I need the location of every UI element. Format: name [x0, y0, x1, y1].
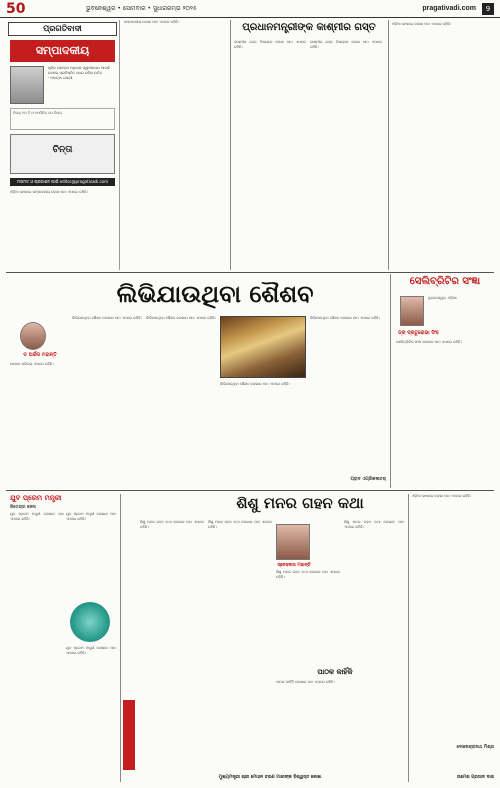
lotus-illustration	[70, 602, 110, 642]
right-top-col: ଓଡ଼ିଆ ଭାଷାରେ ଲେଖା ପାଠ ଏଠାରେ ରହିଛି।	[392, 22, 452, 26]
section-rule	[6, 490, 494, 491]
main-author: ଡ ଅର୍ଚ୍ଚନା ମହାନ୍ତି	[23, 352, 57, 358]
main-col4: ଲିଭିଯାଉଥିବା ଶୈଶବ ଲେଖାର ପାଠ ଏଠାରେ ରହିଛି।	[310, 316, 380, 320]
masthead: ପ୍ରଗତିବାଦୀ	[8, 22, 117, 36]
main-article-photo	[220, 316, 306, 378]
page-number: 9	[482, 3, 494, 15]
contact-strip[interactable]: ମତାମତ ଓ ପ୍ରକାଶନ ପାଇଁ editor@pragativadi.com	[10, 178, 115, 186]
quote-block	[10, 66, 115, 104]
celebrity-author: ଡ୍ର ଦ୍ରତୁରୋଭା ସିଂହ	[398, 330, 439, 336]
site-link[interactable]: pragativadi.com	[422, 5, 476, 12]
editorial-copy: ଓଡ଼ିଆ ଭାଷାରେ ସମ୍ପାଦକୀୟ ଲେଖା ପାଠ ଏଠାରେ ରହିଛି।	[10, 190, 88, 194]
author-bio: ଲେଖକ ପରିଚୟ ଏଠାରେ ରହିଛି।	[10, 362, 54, 366]
child-col4: ପାଠକ କାହିଁକି ଲେଖାର ପାଠ ଏଠାରେ ରହିଛି।	[276, 680, 335, 684]
child-footer-line: ମୁଖ୍ୟମନ୍ତ୍ରୀ ଶ୍ରୀ ମୋହନ ଚରଣ ମାଝୀଙ୍କ ବିଶ୍ୱସ୍ତ ଲେଖା	[218, 775, 322, 780]
quote-text	[48, 66, 115, 104]
column-two-title: ଯୁବ ପ୍ରେମ ମନ୍ତ୍ରୀ	[10, 494, 62, 502]
main-col2: ଲିଭିଯାଉଥିବା ଶୈଶବ ଲେଖାର ପାଠ ଏଠାରେ ରହିଛି।	[146, 316, 216, 320]
kashmir-col1: କାଶ୍ମୀର ଗସ୍ତ ବିଷୟରେ ଲେଖା ପାଠ ଏଠାରେ ରହିଛି।	[234, 40, 306, 49]
editorial-body-col1: ସମ୍ପାଦକୀୟ ଲେଖା ପାଠ ଏଠାରେ ରହିଛି।	[124, 20, 180, 24]
footer-byline: ଉମେଶ ପ୍ରସାଦ ଦାଶ	[456, 775, 494, 780]
main-byline-end: ପ୍ରାଦ ଏଗ୍ରିକଲଚର୍	[350, 477, 386, 482]
editorial-heading: ସମ୍ପାଦକୀୟ	[10, 40, 115, 62]
celebrity-body: ସେଲିବ୍ରିଟିର ସଂଜ୍ଞା ଲେଖାର ପାଠ ଏଠାରେ ରହିଛି।	[396, 340, 462, 344]
right-byline: ଦୋଳେନ୍ଦ୍ରନାଥ ମିଶ୍ର	[456, 745, 494, 750]
vertical-strip	[123, 700, 135, 770]
main-col1: ଲିଭିଯାଉଥିବା ଶୈଶବ ଲେଖାର ପାଠ ଏଠାରେ ରହିଛି।	[72, 316, 142, 320]
author-avatar	[20, 322, 46, 350]
quote-body: ଧୂଳିର ସେବକର ଅଧିକାର ସ୍ୱାଧୀନତାର ଆଦର୍ଶ ଉପରେ ପ୍ରତିଷ୍ଠିତ ହୋଇ ରହିବା ଉଚିତ	[48, 66, 110, 75]
child-col2: ଶିଶୁ ମନର ଗହନ କଥା ଲେଖାର ପାଠ ଏଠାରେ ରହିଛି।	[208, 520, 272, 529]
main-col3: ଲିଭିଯାଉଥିବା ଶୈଶବ ଲେଖାର ପାଠ ଏଠାରେ ରହିଛି।	[220, 382, 290, 386]
gandhi-photo	[10, 66, 44, 104]
column-rule	[230, 20, 231, 270]
editorial-column	[6, 20, 120, 270]
kashmir-title: ପ୍ରଧାନମନ୍ତ୍ରୀଙ୍କ କାଶ୍ମୀର ଗସ୍ତ	[242, 22, 376, 33]
kashmir-col2: କାଶ୍ମୀର ଗସ୍ତ ବିଷୟରେ ଲେଖା ପାଠ ଏଠାରେ ରହିଛି।	[310, 40, 382, 49]
column-rule	[388, 20, 389, 270]
main-article-title: ଲିଭିଯାଉଥିବା ଶୈଶବ	[116, 280, 314, 308]
advert-text: ଚିନ୍ତା	[52, 145, 73, 155]
column-rule	[120, 494, 121, 782]
column-two-author: ଜିତେନ୍ଦ୍ର ଜେନା	[10, 505, 36, 510]
anniversary-logo: 50	[6, 0, 26, 17]
quote-author: - ମହାତ୍ମା ଗାନ୍ଧୀ	[48, 76, 73, 80]
header-date: ଭୁବନେଶ୍ୱର • ସୋମବାର • ସୁଧାରରମ୍ଭ ୨୦୨୫	[86, 4, 197, 12]
advert-box	[10, 134, 115, 174]
right-bottom-col: ଓଡ଼ିଆ ଭାଷାରେ ଲେଖା ପାଠ ଏଠାରେ ରହିଛି।	[412, 494, 472, 498]
column-rule	[390, 274, 391, 488]
bottom-left-col1: ଯୁବ ପ୍ରେମ ମନ୍ତ୍ରୀ ଲେଖାର ପାଠ ଏଠାରେ ରହିଛି।	[10, 512, 64, 521]
child-subheading: ପାଠକ କାହିଁକି	[317, 668, 353, 676]
info-box: ନିଉଜ୍ ୧୦ ଟି ଓ ୧୦ମିନିଟ୍ ରେ ନିଉଜ୍	[10, 108, 115, 130]
bottom-left-col2: ଯୁବ ପ୍ରେମ ମନ୍ତ୍ରୀ ଲେଖାର ପାଠ ଏଠାରେ ରହିଛି।	[66, 512, 116, 521]
page-header	[0, 0, 500, 18]
section-rule	[6, 272, 494, 273]
child-col1: ଶିଶୁ ମନର ଗହନ କଥା ଲେଖାର ପାଠ ଏଠାରେ ରହିଛି।	[140, 520, 204, 529]
celebrity-byline: ଭୂବନେଶ୍ୱର, ଓଡ଼ିଶା	[428, 296, 457, 300]
child-col5: ଶିଶୁ ମନର ଗହନ କଥା ଲେଖାର ପାଠ ଏଠାରେ ରହିଛି।	[344, 520, 404, 529]
celebrity-author-photo	[400, 296, 424, 326]
column-rule	[408, 494, 409, 782]
child-mind-title: ଶିଶୁ ମନର ଗହନ କଥା	[236, 494, 364, 512]
child-author: ସ୍ନେହଲତା ମହାନ୍ତି	[277, 563, 311, 568]
celebrity-title: ସେଲିବ୍ରିଟିର ସଂଜ୍ଞା	[409, 276, 481, 287]
bottom-left-col3: ଯୁବ ପ୍ରେମ ମନ୍ତ୍ରୀ ଲେଖାର ପାଠ ଏଠାରେ ରହିଛି।	[66, 646, 116, 655]
child-col3: ଶିଶୁ ମନର ଗହନ କଥା ଲେଖାର ପାଠ ଏଠାରେ ରହିଛି।	[276, 570, 340, 579]
child-author-photo	[276, 524, 310, 560]
